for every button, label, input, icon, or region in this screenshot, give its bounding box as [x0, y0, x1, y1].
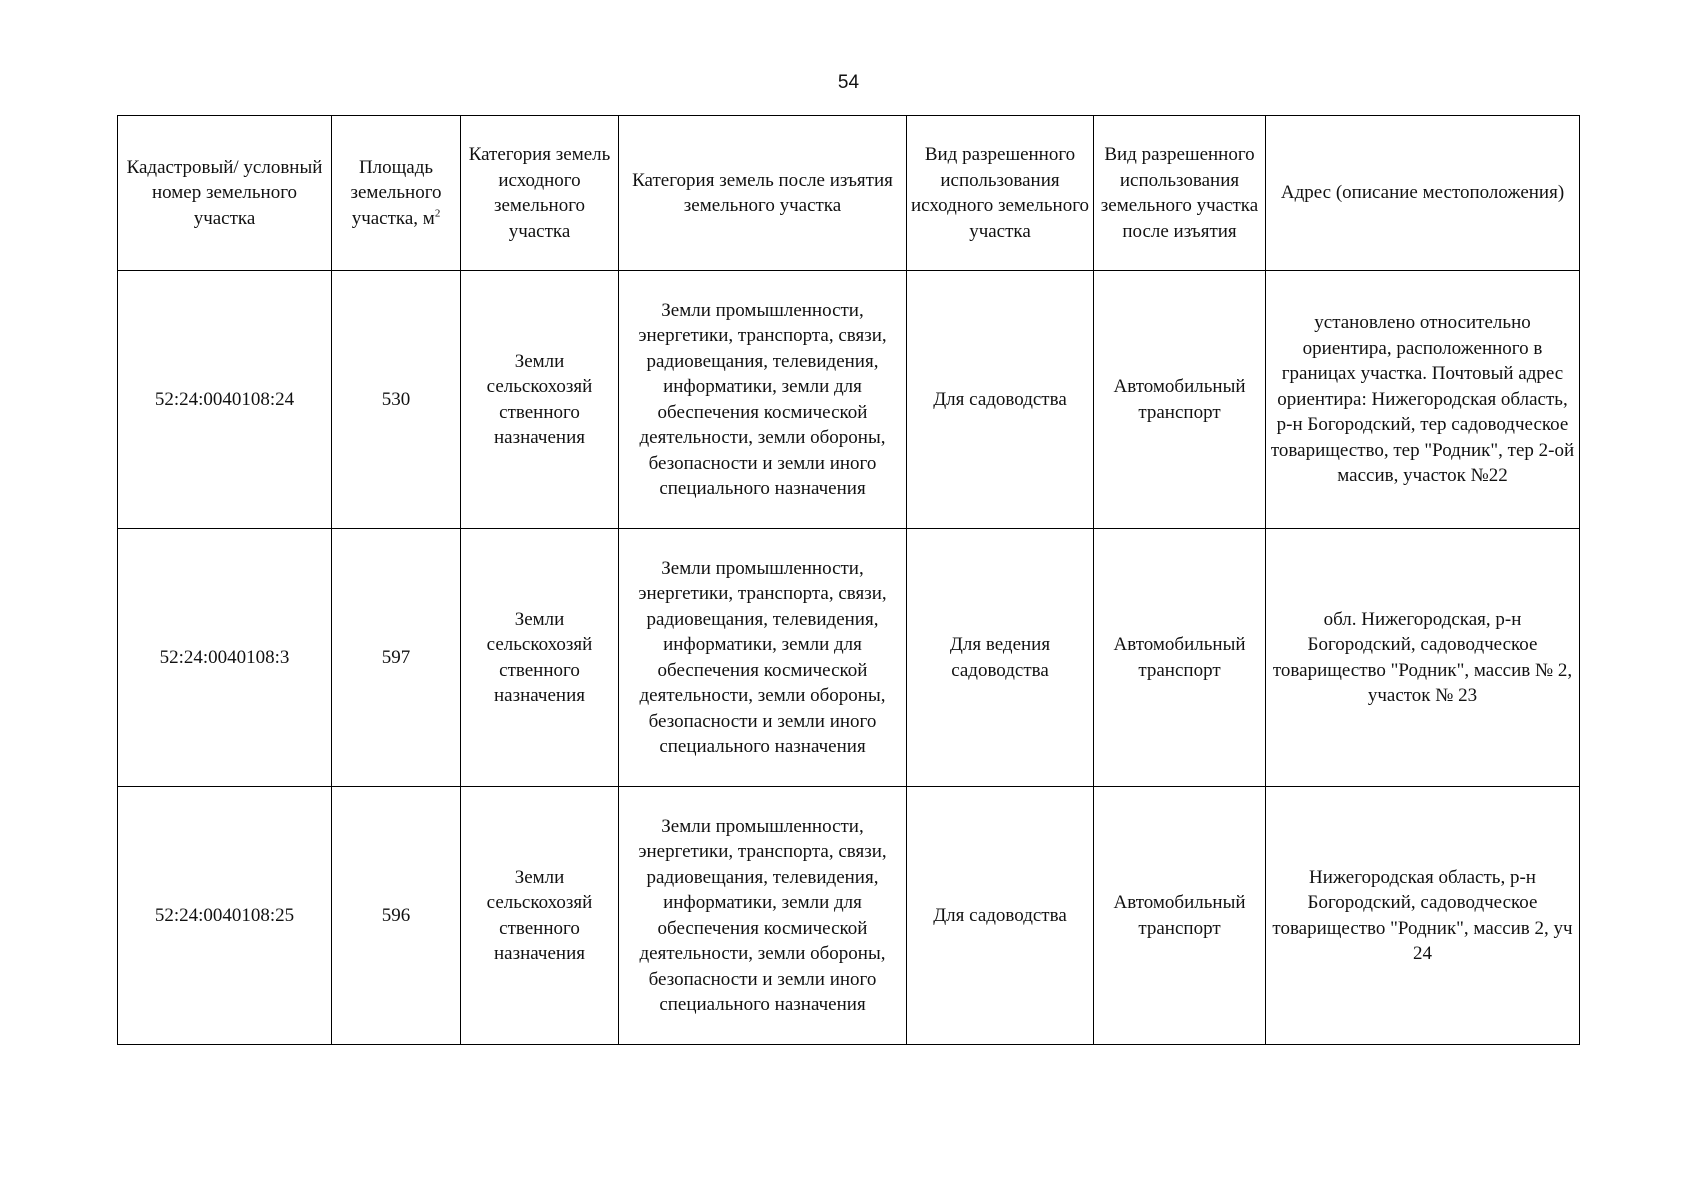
table-row [118, 787, 1580, 1045]
header-use-before: Вид разрешенного использования исходного земельного участка [907, 116, 1094, 271]
header-category-before: Категория земель исходного земельного участка [461, 116, 619, 271]
cell-area: 596 [332, 787, 461, 1045]
cell-use-before: Для садоводства [907, 787, 1094, 1045]
header-area-sup: 2 [434, 207, 441, 220]
cell-category-before: Земли сельскохозяй ственного назначения [461, 787, 619, 1045]
cell-address: обл. Нижегородская, р-н Богородский, садоводческое товарищество "Родник", массив № 2, участок № 23 [1266, 529, 1580, 787]
table-row [118, 271, 1580, 529]
cell-address: Нижегородская область, р-н Богородский, садоводческое товарищество "Родник", массив 2, уч 24 [1266, 787, 1580, 1045]
cell-address: установлено относительно ориентира, расположенного в границах участка. Почтовый адрес ориентира: Нижегородская область, р-н Богородский, тер садоводческое товарищество, тер "Родник", тер 2-ой массив, участок №22 [1266, 271, 1580, 529]
header-address: Адрес (описание местоположения) [1266, 116, 1580, 271]
header-area [332, 116, 461, 271]
cell-cadastral: 52:24:0040108:24 [118, 271, 332, 529]
cell-area: 597 [332, 529, 461, 787]
table-header-row [118, 116, 1580, 271]
header-use-after: Вид разрешенного использования земельного участка после изъятия [1094, 116, 1266, 271]
cell-category-after: Земли промышленности, энергетики, транспорта, связи, радиовещания, телевидения, информатики, земли для обеспечения космической деятельности, земли обороны, безопасности и земли иного специального назначения [619, 787, 907, 1045]
header-cadastral: Кадастровый/ условный номер земельного участка [118, 116, 332, 271]
cell-use-before: Для садоводства [907, 271, 1094, 529]
cell-cadastral: 52:24:0040108:3 [118, 529, 332, 787]
table-row [118, 529, 1580, 787]
cell-category-after: Земли промышленности, энергетики, транспорта, связи, радиовещания, телевидения, информатики, земли для обеспечения космической деятельности, земли обороны, безопасности и земли иного специального назначения [619, 529, 907, 787]
header-area-label: Площадь земельного участка, м [350, 156, 442, 229]
cell-category-after: Земли промышленности, энергетики, транспорта, связи, радиовещания, телевидения, информатики, земли для обеспечения космической деятельности, земли обороны, безопасности и земли иного специального назначения [619, 271, 907, 529]
cell-use-after: Автомобильный транспорт [1094, 787, 1266, 1045]
cell-category-before: Земли сельскохозяй ственного назначения [461, 529, 619, 787]
cell-use-after: Автомобильный транспорт [1094, 271, 1266, 529]
cell-use-before: Для ведения садоводства [907, 529, 1094, 787]
land-plots-table [117, 115, 1580, 1045]
cell-area: 530 [332, 271, 461, 529]
cell-category-before: Земли сельскохозяй ственного назначения [461, 271, 619, 529]
cell-use-after: Автомобильный транспорт [1094, 529, 1266, 787]
cell-cadastral: 52:24:0040108:25 [118, 787, 332, 1045]
page-number: 54 [837, 72, 860, 93]
header-category-after: Категория земель после изъятия земельного участка [619, 116, 907, 271]
